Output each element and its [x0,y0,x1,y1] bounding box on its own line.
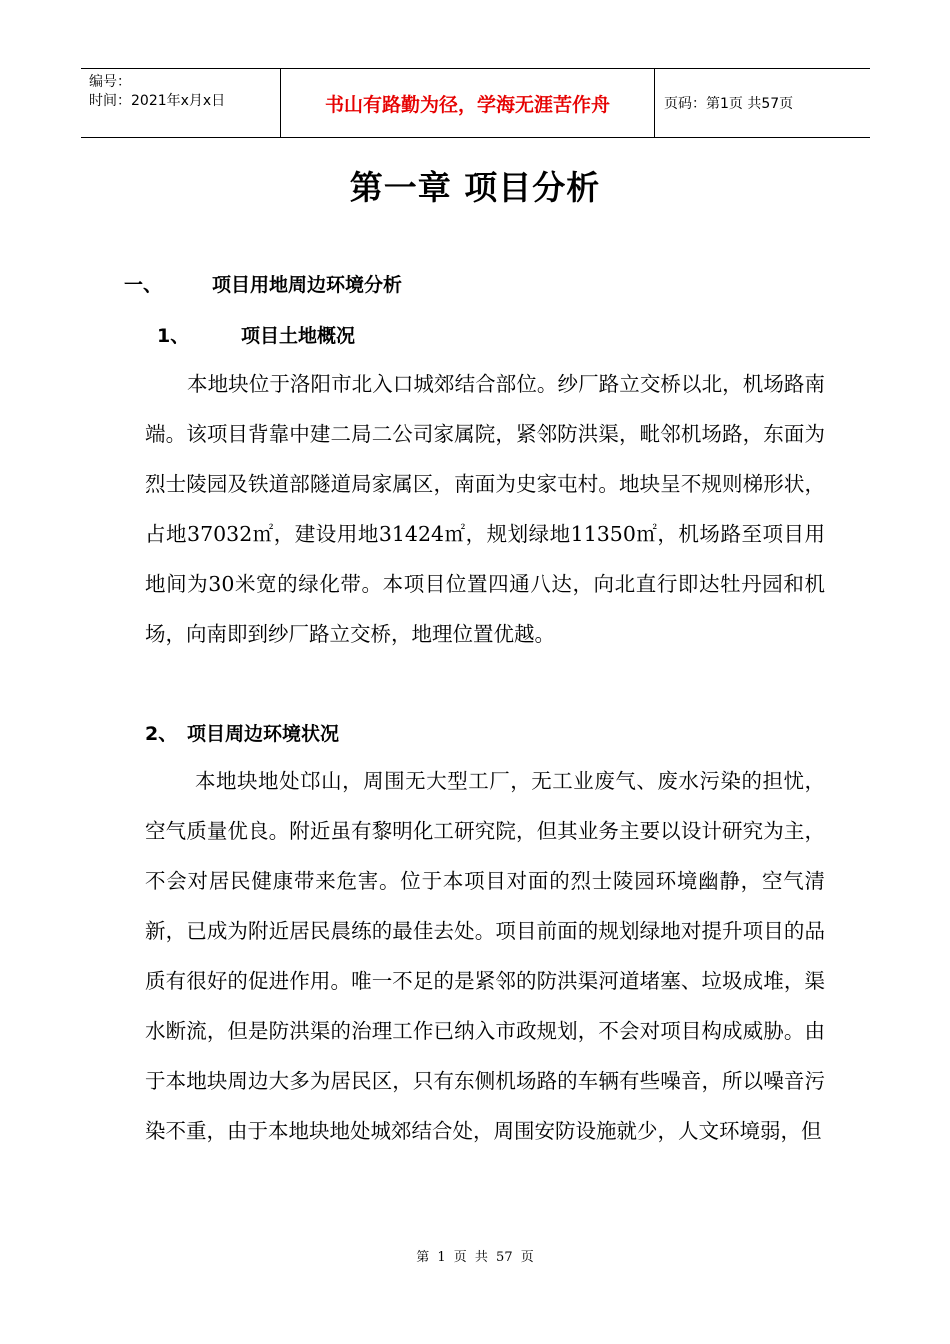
number-label: 编号： [89,74,131,90]
chapter-title: 第一章 项目分析 [349,168,601,207]
subsection-heading-2 [145,719,339,746]
subsection-number: 2、 [145,723,178,745]
page-footer: 第 1 页 共 57 页 [416,1250,534,1265]
header-page-info: 页码：第1页 共57页 [664,96,794,112]
section-title: 项目用地周边环境分析 [212,274,403,296]
page-header [81,68,870,138]
header-motto: 书山有路勤为径，学海无涯苦作舟 [281,69,655,137]
subsection-heading-1 [157,321,355,348]
subsection-title: 项目周边环境状况 [187,723,340,745]
section-number: 一、 [124,274,163,296]
date-label: 时间：2021年x月x日 [89,93,226,109]
header-meta [81,69,281,137]
subsection-title: 项目土地概况 [241,325,356,347]
paragraph-land-overview: 本地块位于洛阳市北入口城郊结合部位。纱厂路立交桥以北，机场路南端。该项目背靠中建二局二公司家属院，紧邻防洪渠，毗邻机场路，东面为烈士陵园及铁道部隧道局家属区，南面为史家屯村。地块呈不规则梯形状，占地37032㎡，建设用地31424㎡，规划绿地11350㎡，机场路至项目用地间为30米宽的绿化带。本项目位置四通八达，向北直行即达牡丹园和机场，向南即到纱厂路立交桥，地理位置优越。 [145,372,825,646]
subsection-number: 1、 [157,325,190,347]
paragraph-environment-status: 本地块地处邙山，周围无大型工厂，无工业废气、废水污染的担忧，空气质量优良。附近虽有黎明化工研究院，但其业务主要以设计研究为主，不会对居民健康带来危害。位于本项目对面的烈士陵园环境幽静，空气清新，已成为附近居民晨练的最佳去处。项目前面的规划绿地对提升项目的品质有很好的促进作用。唯一不足的是紧邻的防洪渠河道堵塞、垃圾成堆，渠水断流，但是防洪渠的治理工作已纳入市政规划，不会对项目构成威胁。由于本地块周边大多为居民区，只有东侧机场路的车辆有些噪音，所以噪音污染不重，由于本地块地处城郊结合处，周围安防设施就少，人文环境弱，但 [145,769,825,1143]
section-heading-1 [124,270,402,297]
